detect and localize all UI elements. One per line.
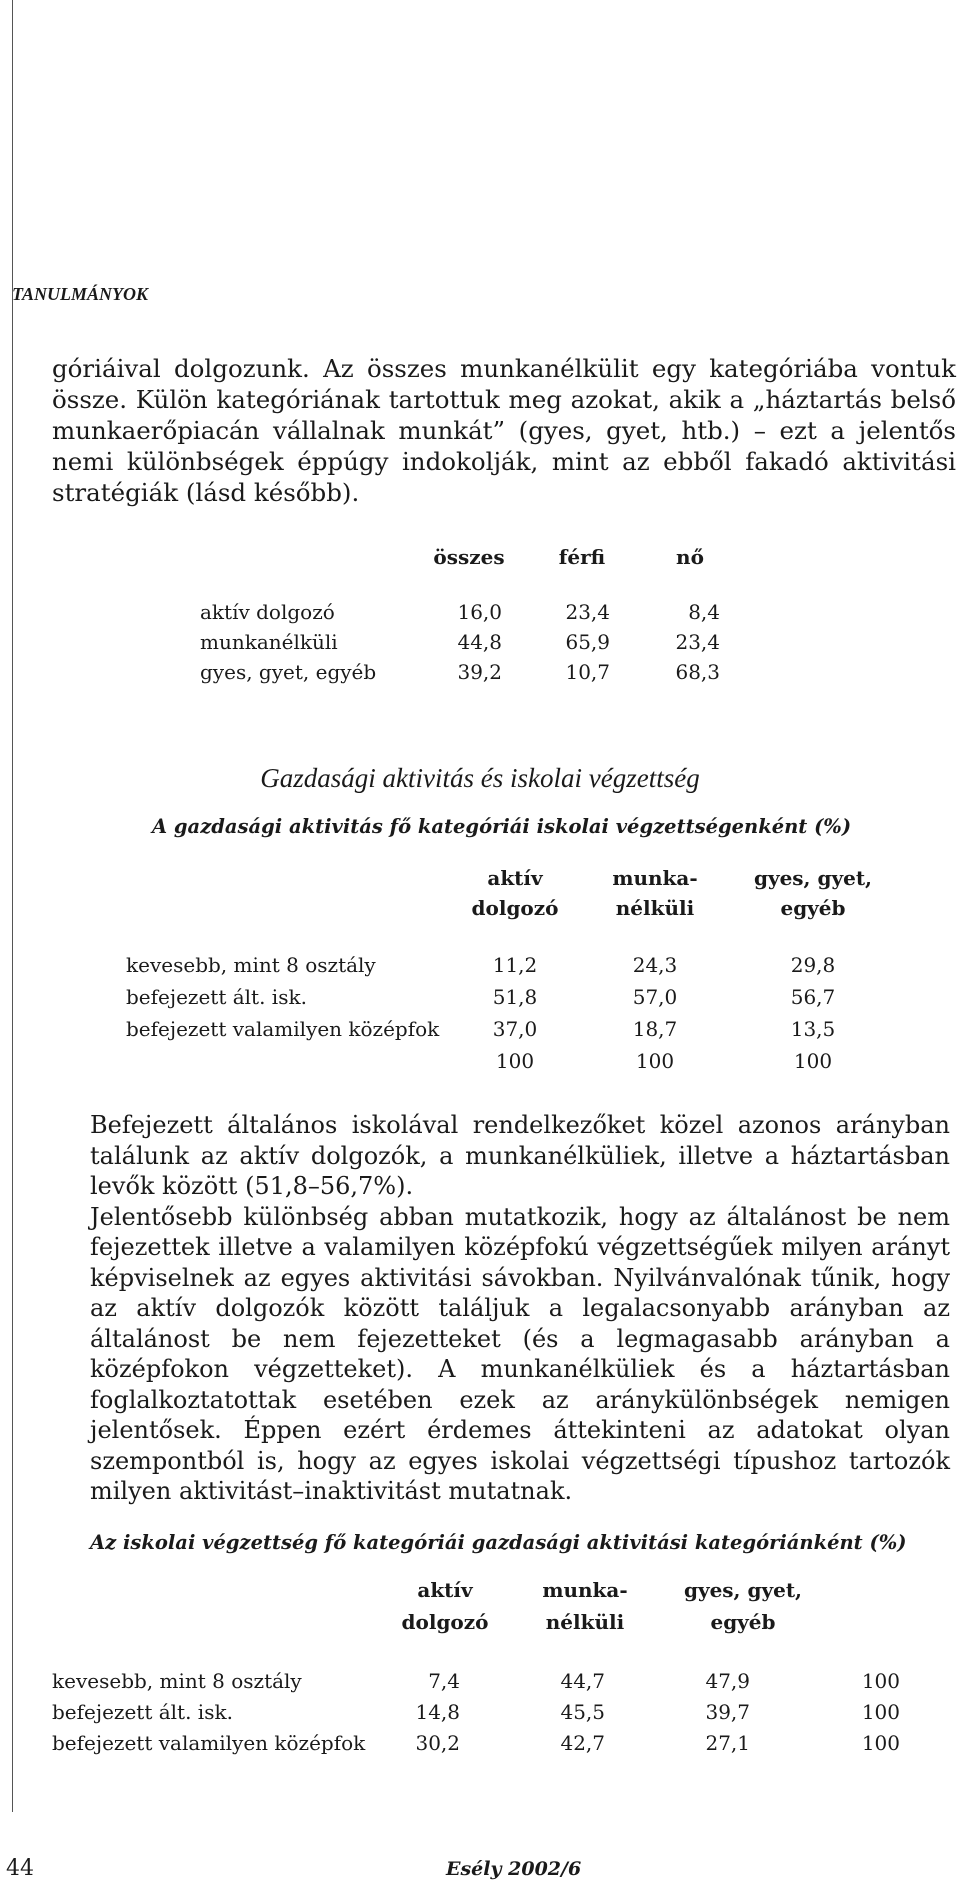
table3-cell: 42,7: [560, 1731, 605, 1755]
table3-cell: 100: [861, 1700, 900, 1724]
table2-cell: 18,7: [632, 1017, 678, 1041]
table1-cell: 10,7: [565, 660, 610, 684]
table3-caption: Az iskolai végzettség fő kategóriái gazdasági aktivitási kategóriánként (%): [90, 1531, 907, 1554]
table3-header: aktív: [417, 1578, 473, 1602]
table3-header: egyéb: [710, 1610, 776, 1634]
body-paragraph-2: Jelentősebb különbség abban mutatkozik, hogy az általánost be nem fejezettek illetve a valamilyen középfokú végzettségűek milyen arányt képviselnek az egyes aktivitási sávokban. Nyilvánvalónak tűnik, hogy az aktív dolgozók között találjuk a legalacsonyabb arányban az általánost be nem fejezetteket (és a legmagasabb arányban a középfokon végzetteket). A munkanélküliek és a háztartásban foglalkoztatottak esetében ezek az aránykülönbségek nemigen jelentősek. Éppen ezért érdemes áttekinteni az adatokat olyan szempontból is, hogy az egyes iskolai végzettségi típushoz tartozók milyen aktivitást–inaktivitást mutatnak.: [90, 1202, 950, 1505]
table3-cell: 7,4: [428, 1669, 460, 1693]
table1-row-label: aktív dolgozó: [200, 600, 335, 624]
table3-header: nélküli: [545, 1610, 625, 1634]
table2-header: aktív: [487, 866, 543, 890]
section-title: Gazdasági aktivitás és iskolai végzettség: [260, 763, 700, 793]
table2-row-label: befejezett valamilyen középfok: [126, 1017, 440, 1041]
table3-cell: 47,9: [705, 1669, 750, 1693]
body-paragraph-1: Befejezett általános iskolával rendelkezőket közel azonos arányban találunk az aktív dolgozók, a munkanélküliek, illetve a háztartásban levők között (51,8–56,7%).: [90, 1111, 950, 1200]
table1-cell: 23,4: [565, 600, 610, 624]
table1-cell: 8,4: [688, 600, 720, 624]
table2-caption: A gazdasági aktivitás fő kategóriái iskolai végzettségenként (%): [152, 815, 852, 838]
intro-paragraph-text: góriáival dolgozunk. Az összes munkanélkülit egy kategóriába vontuk össze. Külön kategóriának tartottuk meg azokat, akik a „háztartás belső munkaerőpiacán vállalnak munkát” (gyes, gyet, htb.) – ezt a jelentős nemi különbségek éppúgy indokolják, mint az ebből fakadó aktivitási stratégiák (lásd később).: [52, 354, 956, 507]
table2-row-label: befejezett ált. isk.: [126, 985, 307, 1009]
table2-header: munka-: [612, 866, 698, 890]
table3-cell: 100: [861, 1669, 900, 1693]
table1-header-total: összes: [433, 545, 505, 569]
table2-row-label: kevesebb, mint 8 osztály: [126, 953, 376, 977]
table3-header: gyes, gyet,: [683, 1578, 803, 1602]
section-header: TANULMÁNYOK: [12, 284, 149, 304]
table2-cell: 37,0: [492, 1017, 538, 1041]
table1-row-label: munkanélküli: [200, 630, 338, 654]
table2-total-cell: 100: [635, 1049, 675, 1073]
left-margin-rule: [12, 0, 13, 1812]
table2-cell: 11,2: [492, 953, 538, 977]
table3-cell: 30,2: [415, 1731, 460, 1755]
table1-cell: 23,4: [675, 630, 720, 654]
table3-header: dolgozó: [401, 1610, 489, 1634]
table1-cell: 44,8: [457, 630, 502, 654]
table3-cell: 100: [861, 1731, 900, 1755]
table1-row-label: gyes, gyet, egyéb: [200, 660, 377, 684]
table1-cell: 39,2: [457, 660, 502, 684]
table3-row-label: kevesebb, mint 8 osztály: [52, 1669, 302, 1693]
table2-cell: 51,8: [492, 985, 538, 1009]
table3-cell: 44,7: [560, 1669, 605, 1693]
table2-cell: 13,5: [790, 1017, 836, 1041]
table2-header: dolgozó: [471, 896, 559, 920]
table1-header-male: férfi: [558, 545, 606, 569]
table2-header: gyes, gyet,: [753, 866, 873, 890]
table3-cell: 39,7: [705, 1700, 750, 1724]
table3-row-label: befejezett valamilyen középfok: [52, 1731, 366, 1755]
body-text: [90, 1110, 950, 1507]
table1-cell: 16,0: [457, 600, 502, 624]
table2-cell: 29,8: [790, 953, 836, 977]
table2-cell: 57,0: [632, 985, 678, 1009]
table2-header: egyéb: [780, 896, 846, 920]
intro-paragraph: [52, 353, 956, 508]
table3-cell: 45,5: [560, 1700, 605, 1724]
table3-header: munka-: [542, 1578, 628, 1602]
table2-header: nélküli: [615, 896, 695, 920]
table3-row-label: befejezett ált. isk.: [52, 1700, 233, 1724]
table1-header-female: nő: [676, 545, 704, 569]
table2-total-cell: 100: [793, 1049, 833, 1073]
journal-name: Esély 2002/6: [446, 1858, 582, 1880]
table2-cell: 56,7: [790, 985, 836, 1009]
table2-total-cell: 100: [495, 1049, 535, 1073]
table3-cell: 27,1: [705, 1731, 750, 1755]
page-number: 44: [6, 1856, 34, 1881]
table1-cell: 65,9: [565, 630, 610, 654]
table3-cell: 14,8: [415, 1700, 460, 1724]
table2-cell: 24,3: [632, 953, 678, 977]
table1-cell: 68,3: [675, 660, 720, 684]
